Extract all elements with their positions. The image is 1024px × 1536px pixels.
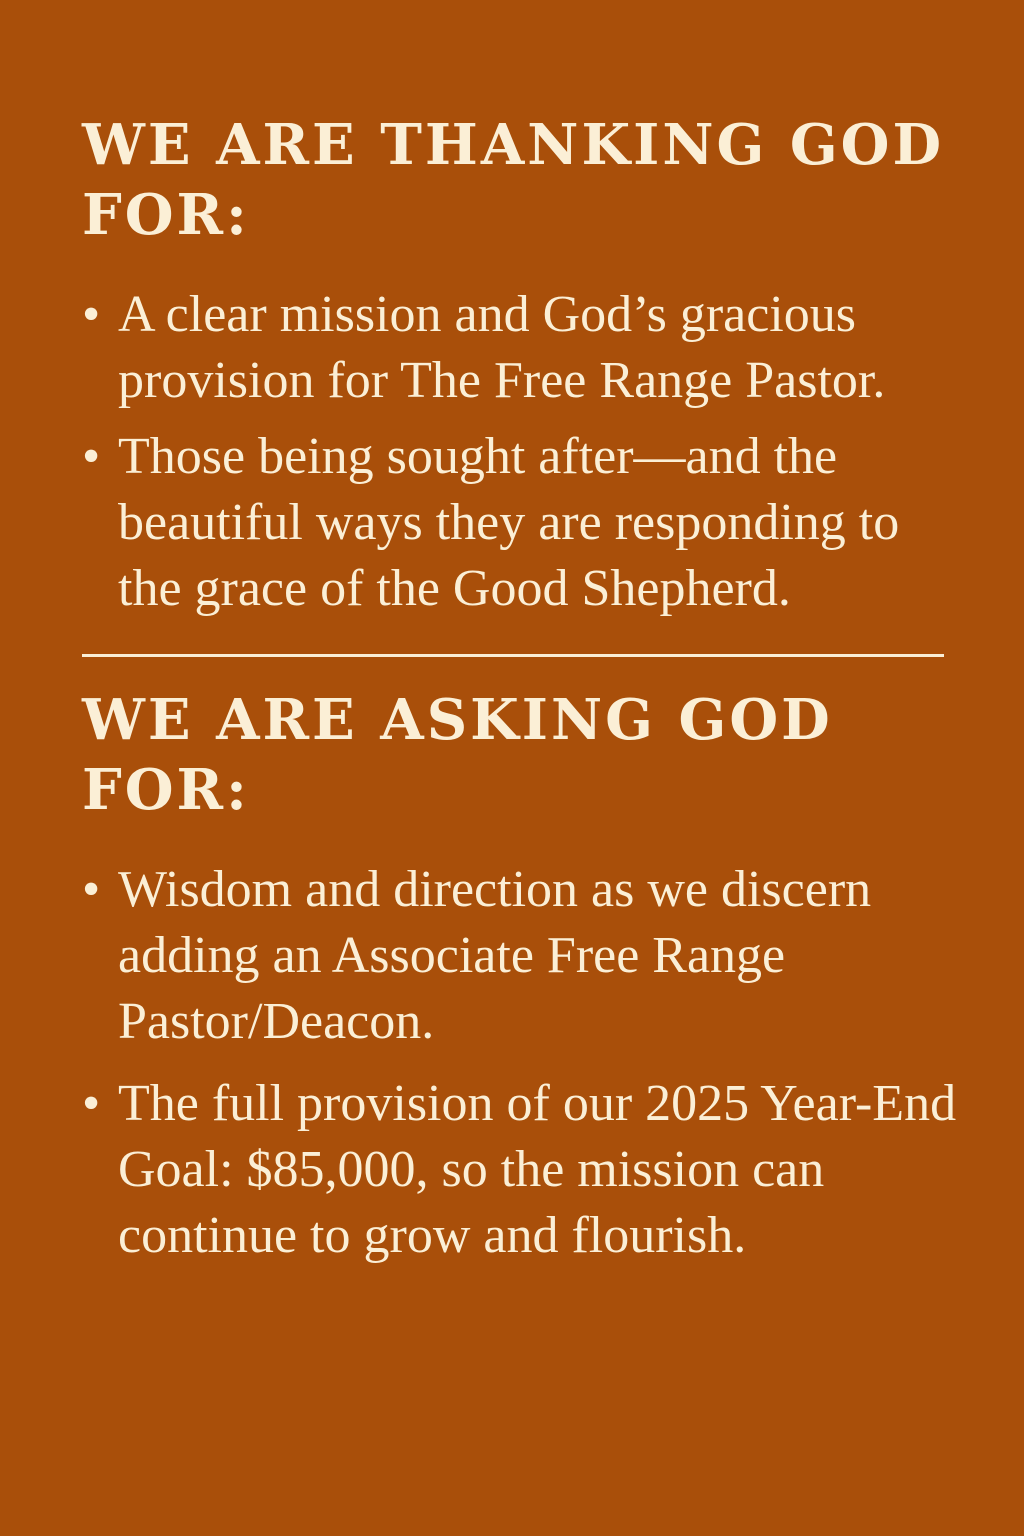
thanking-section — [82, 110, 964, 622]
list-item-text: A clear mission and God’s gracious provision for The Free Range Pastor. — [118, 286, 886, 409]
list-item-text: Those being sought after—and the beautiful ways they are responding to the grace of the Good Shepherd. — [118, 428, 900, 617]
section-divider — [82, 654, 944, 657]
asking-section — [82, 685, 964, 1269]
bullet-icon: • — [82, 1075, 101, 1132]
bullet-icon: • — [82, 861, 101, 918]
thanking-heading: WE ARE THANKING GOD FOR: — [82, 112, 944, 248]
thanking-list — [82, 282, 964, 622]
list-item-text: The full provision of our 2025 Year-End Goal: $85,000, so the mission can continue to grow and flourish. — [118, 1075, 957, 1264]
asking-list — [82, 857, 964, 1269]
list-item — [82, 282, 964, 414]
list-item — [82, 1071, 964, 1269]
asking-heading: WE ARE ASKING GOD FOR: — [82, 687, 833, 823]
list-item — [82, 857, 964, 1055]
list-item-text: Wisdom and direction as we discern adding an Associate Free Range Pastor/Deacon. — [118, 861, 872, 1050]
list-item — [82, 424, 964, 622]
bullet-icon: • — [82, 428, 101, 485]
bullet-icon: • — [82, 286, 101, 343]
